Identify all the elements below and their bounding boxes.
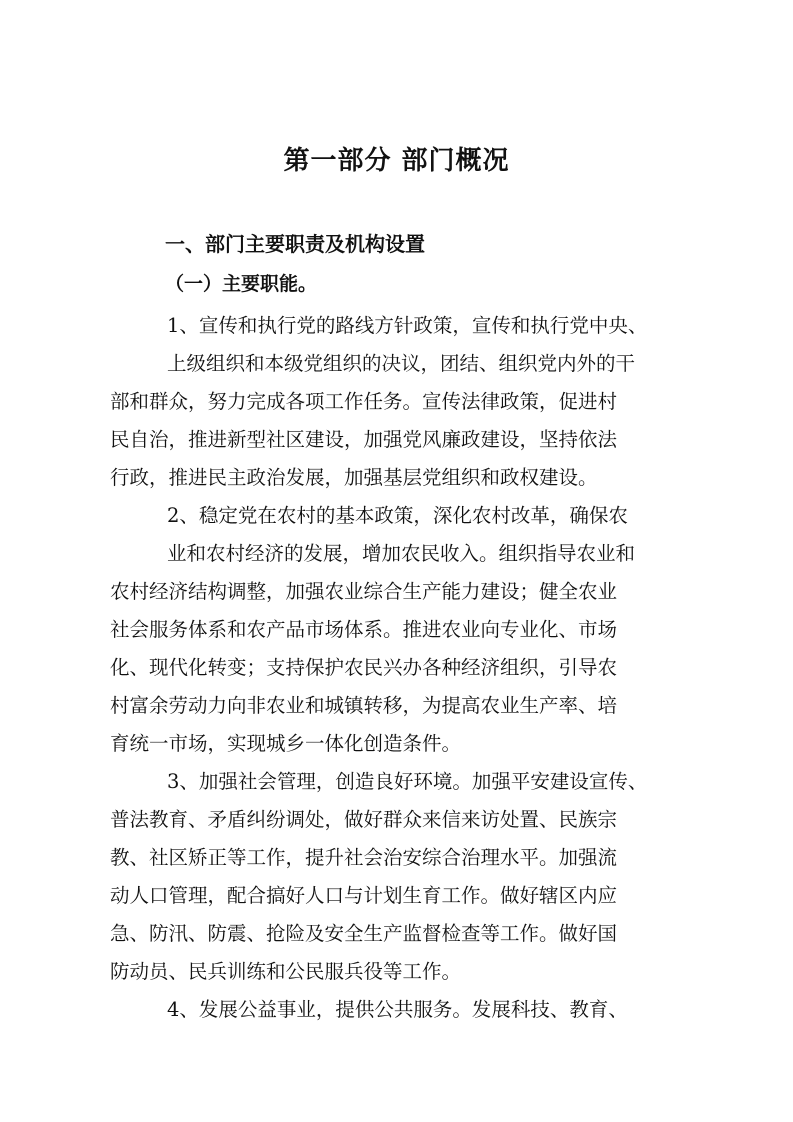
paragraph-3-line: 防动员、民兵训练和公民服兵役等工作。 [110,960,462,983]
paragraph-3-line: 教、社区矫正等工作，提升社会治安综合治理水平。加强流 [110,846,618,869]
paragraph-2-line: 农村经济结构调整，加强农业综合生产能力建设；健全农业 [110,580,618,603]
paragraph-3-line: 动人口管理，配合搞好人口与计划生育工作。做好辖区内应 [110,884,618,907]
paragraph-2-line: 育统一市场，实现城乡一体化创造条件。 [110,732,462,755]
subsection-heading: （一）主要职能。 [165,273,318,295]
paragraph-2-line: 化、现代化转变；支持保护农民兴办各种经济组织，引导农 [110,656,618,679]
section-heading: 一、部门主要职责及机构设置 [165,232,425,256]
paragraph-2-line: 业和农村经济的发展，增加农民收入。组织指导农业和 [167,542,636,565]
page-title: 第一部分 部门概况 [283,146,510,176]
paragraph-2-line: 2、稳定党在农村的基本政策，深化农村改革，确保农 [167,504,628,527]
paragraph-2-line: 社会服务体系和农产品市场体系。推进农业向专业化、市场 [110,618,618,641]
paragraph-4-line: 4、发展公益事业，提供公共服务。发展科技、教育、 [167,998,628,1021]
paragraph-1-line: 上级组织和本级党组织的决议，团结、组织党内外的干 [167,352,636,375]
paragraph-1-line: 民自治，推进新型社区建设，加强党风廉政建设，坚持依法 [110,428,618,451]
paragraph-3-line: 普法教育、矛盾纠纷调处，做好群众来信来访处置、民族宗 [110,808,618,831]
paragraph-3-line: 急、防汛、防震、抢险及安全生产监督检查等工作。做好国 [110,922,618,945]
paragraph-1-line: 部和群众，努力完成各项工作任务。宣传法律政策，促进村 [110,390,618,413]
paragraph-1-line: 1、宣传和执行党的路线方针政策，宣传和执行党中央、 [167,314,648,337]
paragraph-2-line: 村富余劳动力向非农业和城镇转移，为提高农业生产率、培 [110,694,618,717]
paragraph-1-line: 行政，推进民主政治发展，加强基层党组织和政权建设。 [110,466,598,489]
paragraph-3-line: 3、加强社会管理，创造良好环境。加强平安建设宣传、 [167,770,648,793]
